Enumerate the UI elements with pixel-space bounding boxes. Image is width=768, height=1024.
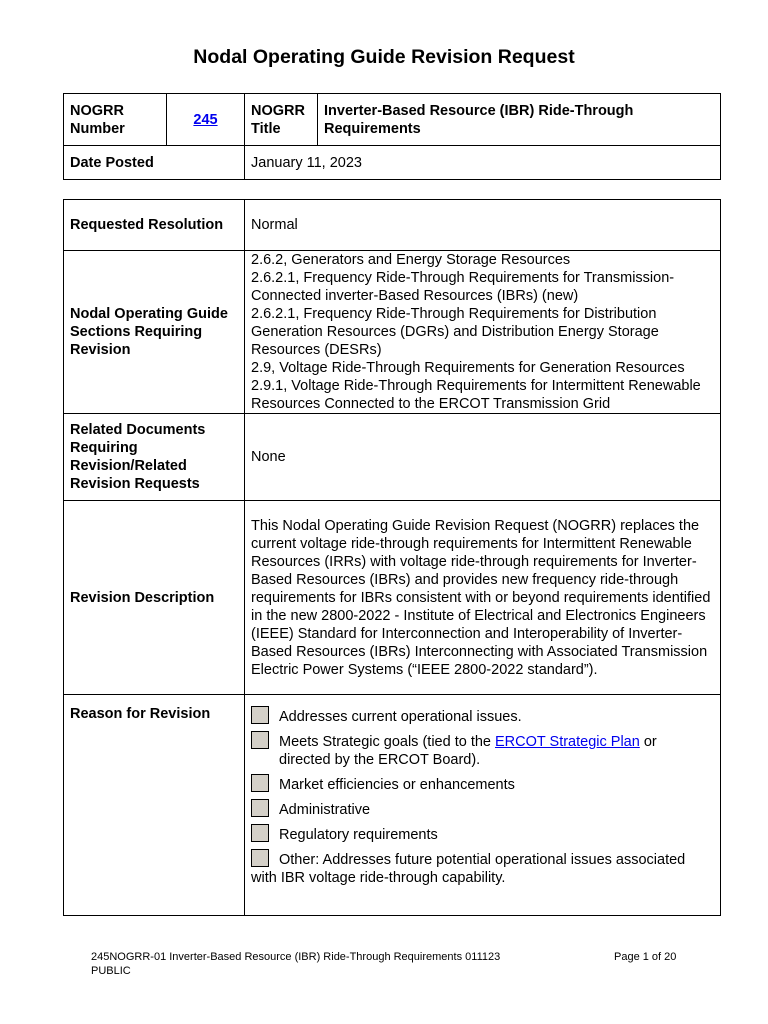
- reason-option-other: [251, 851, 714, 887]
- row-requested-resolution: [64, 200, 721, 251]
- checkbox-other[interactable]: [251, 849, 269, 867]
- header-table: [63, 93, 721, 180]
- reason-option-administrative: [251, 801, 714, 819]
- nogrr-number-cell: [167, 94, 245, 146]
- reason-option-label: Regulatory requirements: [279, 827, 438, 843]
- ercot-strategic-plan-link[interactable]: ERCOT Strategic Plan: [495, 734, 640, 750]
- reason-option-regulatory: [251, 826, 714, 844]
- footer-document-info: [91, 950, 500, 978]
- sections-label: Nodal Operating Guide Sections Requiring Revision: [64, 251, 245, 414]
- row-revision-description: [64, 501, 721, 695]
- related-documents-label: Related Documents Requiring Revision/Related Revision Requests: [64, 414, 245, 501]
- reason-option-label: Addresses current operational issues.: [279, 709, 522, 725]
- row-related-documents: [64, 414, 721, 501]
- reason-option-label-continued: directed by the ERCOT Board).: [279, 752, 481, 768]
- requested-resolution-value: Normal: [245, 200, 721, 251]
- section-item: 2.9.1, Voltage Ride-Through Requirements for Intermittent Renewable Resources Connected to the ERCOT Transmission Grid: [251, 378, 701, 412]
- requested-resolution-label: Requested Resolution: [64, 200, 245, 251]
- date-posted-value: January 11, 2023: [245, 146, 721, 180]
- reason-option-label: Meets Strategic goals (tied to the: [279, 734, 495, 750]
- reason-option-current-issues: [251, 708, 714, 726]
- reason-option-label: Other: Addresses future potential operational issues associated: [279, 852, 686, 868]
- revision-description-value: This Nodal Operating Guide Revision Request (NOGRR) replaces the current voltage ride-through requirements for Intermittent Renewable Resources (IRRs) with voltage ride-through requirements for Inverter-Based Resources (IBRs) and provides new frequency ride-through requirements for IBRs consistent with or beyond requirements identified in the new 2800-2022 - Institute of Electrical and Electronics Engineers (IEEE) Standard for Interconnection and Interoperability of Inverter-Based Resources (IBRs) Interconnecting with Associated Transmission Electric Power Systems (“IEEE 2800-2022 standard”).: [245, 501, 721, 695]
- footer-document-id: 245NOGRR-01 Inverter-Based Resource (IBR) Ride-Through Requirements 011123: [91, 951, 501, 963]
- reason-option-label-suffix: or: [639, 734, 657, 750]
- section-item: 2.6.2.1, Frequency Ride-Through Requirements for Distribution Generation Resources (DGRs) and Distribution Energy Storage Resources (DESRs): [251, 306, 659, 358]
- page-title: Nodal Operating Guide Revision Request: [193, 46, 575, 68]
- checkbox-market-efficiencies[interactable]: [251, 774, 269, 792]
- reason-option-label: Market efficiencies or enhancements: [279, 777, 515, 793]
- related-documents-value: None: [245, 414, 721, 501]
- reason-option-market-efficiencies: [251, 776, 714, 794]
- header-row-number: [64, 94, 721, 146]
- footer-page-number: Page 1 of 20: [614, 951, 677, 963]
- reason-options: [245, 695, 721, 916]
- checkbox-administrative[interactable]: [251, 799, 269, 817]
- nogrr-title-label: NOGRR Title: [245, 94, 318, 146]
- reason-label: Reason for Revision: [64, 695, 245, 916]
- main-table: [63, 199, 721, 916]
- checkbox-strategic-goals[interactable]: [251, 731, 269, 749]
- checkbox-regulatory[interactable]: [251, 824, 269, 842]
- reason-option-strategic-goals: [251, 733, 714, 769]
- checkbox-current-issues[interactable]: [251, 706, 269, 724]
- section-item: 2.6.2.1, Frequency Ride-Through Requirements for Transmission-Connected inverter-Based Resources (IBRs) (new): [251, 270, 675, 304]
- reason-option-label: Administrative: [279, 802, 371, 818]
- reason-option-label-continued: with IBR voltage ride-through capability.: [251, 870, 506, 886]
- revision-description-label: Revision Description: [64, 501, 245, 695]
- sections-value: [245, 251, 721, 414]
- row-sections: [64, 251, 721, 414]
- footer-classification: PUBLIC: [91, 965, 131, 977]
- header-row-date: [64, 146, 721, 180]
- nogrr-number-label: NOGRR Number: [64, 94, 167, 146]
- section-item: 2.6.2, Generators and Energy Storage Resources: [251, 252, 571, 268]
- nogrr-title-value: Inverter-Based Resource (IBR) Ride-Through Requirements: [318, 94, 721, 146]
- nogrr-number-link[interactable]: 245: [193, 111, 218, 128]
- section-item: 2.9, Voltage Ride-Through Requirements for Generation Resources: [251, 360, 685, 376]
- date-posted-label: Date Posted: [64, 146, 245, 180]
- row-reason-for-revision: [64, 695, 721, 916]
